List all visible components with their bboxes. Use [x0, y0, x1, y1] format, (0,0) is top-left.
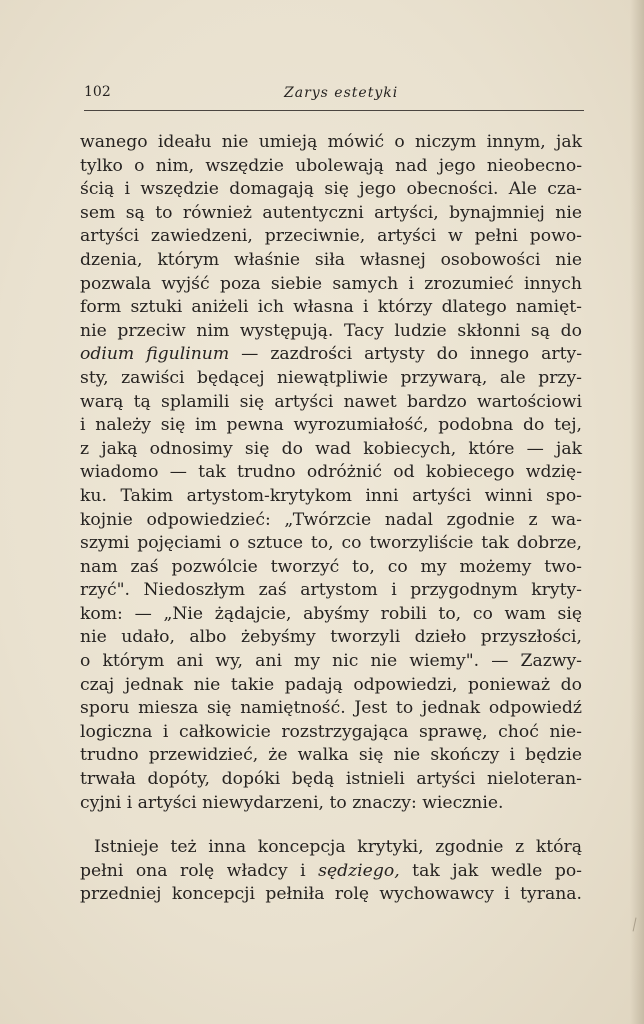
- text-line: warą tą splamili się artyści nawet bardzo wartościowi: [80, 391, 582, 412]
- italic-phrase: odium figulinum: [80, 344, 230, 365]
- text-line: i należy się im pewna wyrozumiałość, podobna do tej,: [80, 415, 582, 436]
- page-number: 102: [84, 84, 111, 100]
- text-line: trwała dopóty, dopóki będą istnieli artyści nieloteran-: [80, 769, 582, 790]
- text-line: Istnieje też inna koncepcja krytyki, zgodnie z którą: [94, 837, 582, 858]
- text-line: o którym ani wy, ani my nic nie wiemy". — Zazwy-: [80, 651, 582, 672]
- text-line: form sztuki aniżeli ich własna i którzy dlatego namięt-: [80, 297, 582, 318]
- text-line: ścią i wszędzie domagają się jego obecności. Ale cza-: [80, 179, 582, 200]
- text-line: cyjni i artyści niewydarzeni, to znaczy: wiecznie.: [80, 792, 504, 813]
- page-edge-shadow: [630, 0, 644, 1024]
- text-line: pełni ona rolę władcy i sędziego, tak jak wedle po-: [80, 860, 582, 881]
- text-line: kojnie odpowiedzieć: „Twórzcie nadal zgodnie z wa-: [80, 509, 582, 530]
- text-line: ku. Takim artystom-krytykom inni artyści winni spo-: [80, 485, 582, 506]
- text-line: nie udało, albo żebyśmy tworzyli dzieło przyszłości,: [80, 627, 582, 648]
- text-line: sem są to również autentyczni artyści, bynajmniej nie: [80, 202, 582, 223]
- text-line: czaj jednak nie takie padają odpowiedzi, ponieważ do: [80, 674, 582, 695]
- running-title: Zarys estetyki: [284, 85, 399, 101]
- text-line: pozwala wyjść poza siebie samych i zrozumieć innych: [80, 273, 582, 294]
- italic-phrase: sędziego,: [318, 860, 400, 881]
- text-line: przedniej koncepcji pełniła rolę wychowawcy i tyrana.: [80, 884, 582, 905]
- text-line: sty, zawiści będącej niewątpliwie przywarą, ale przy-: [80, 367, 582, 388]
- text-line: rzyć". Niedoszłym zaś artystom i przygodnym kryty-: [80, 580, 582, 601]
- text-line: artyści zawiedzeni, przeciwnie, artyści w pełni powo-: [80, 226, 582, 247]
- text-line: wanego ideału nie umieją mówić o niczym innym, jak: [80, 132, 582, 152]
- text-line: sporu miesza się namiętność. Jest to jednak odpowiedź: [80, 698, 582, 719]
- text-line: wiadomo — tak trudno odróżnić od kobiecego wdzię-: [80, 462, 582, 483]
- text-line: dzenia, którym właśnie siła własnej osobowości nie: [80, 249, 582, 270]
- text-line: nie przeciw nim występują. Tacy ludzie skłonni są do: [80, 320, 582, 341]
- text-line: z jaką odnosimy się do wad kobiecych, które — jak: [80, 438, 582, 459]
- text-line: logiczna i całkowicie rozstrzygająca sprawę, choć nie-: [80, 721, 582, 742]
- body-text: [80, 131, 582, 907]
- text-line: trudno przewidzieć, że walka się nie skończy i będzie: [80, 745, 582, 766]
- text-line: tylko o nim, wszędzie ubolewają nad jego nieobecno-: [80, 155, 582, 176]
- text-line: szymi pojęciami o sztuce to, co tworzyliście tak dobrze,: [80, 533, 582, 554]
- text-line: nam zaś pozwólcie tworzyć to, co my możemy two-: [80, 556, 582, 577]
- text-line: kom: — „Nie żądajcie, abyśmy robili to, co wam się: [80, 603, 582, 624]
- page-header: [84, 84, 584, 110]
- text-line: odium figulinum — zazdrości artysty do innego arty-: [80, 344, 582, 365]
- paragraph-gap: [80, 815, 582, 836]
- header-rule: [84, 110, 584, 111]
